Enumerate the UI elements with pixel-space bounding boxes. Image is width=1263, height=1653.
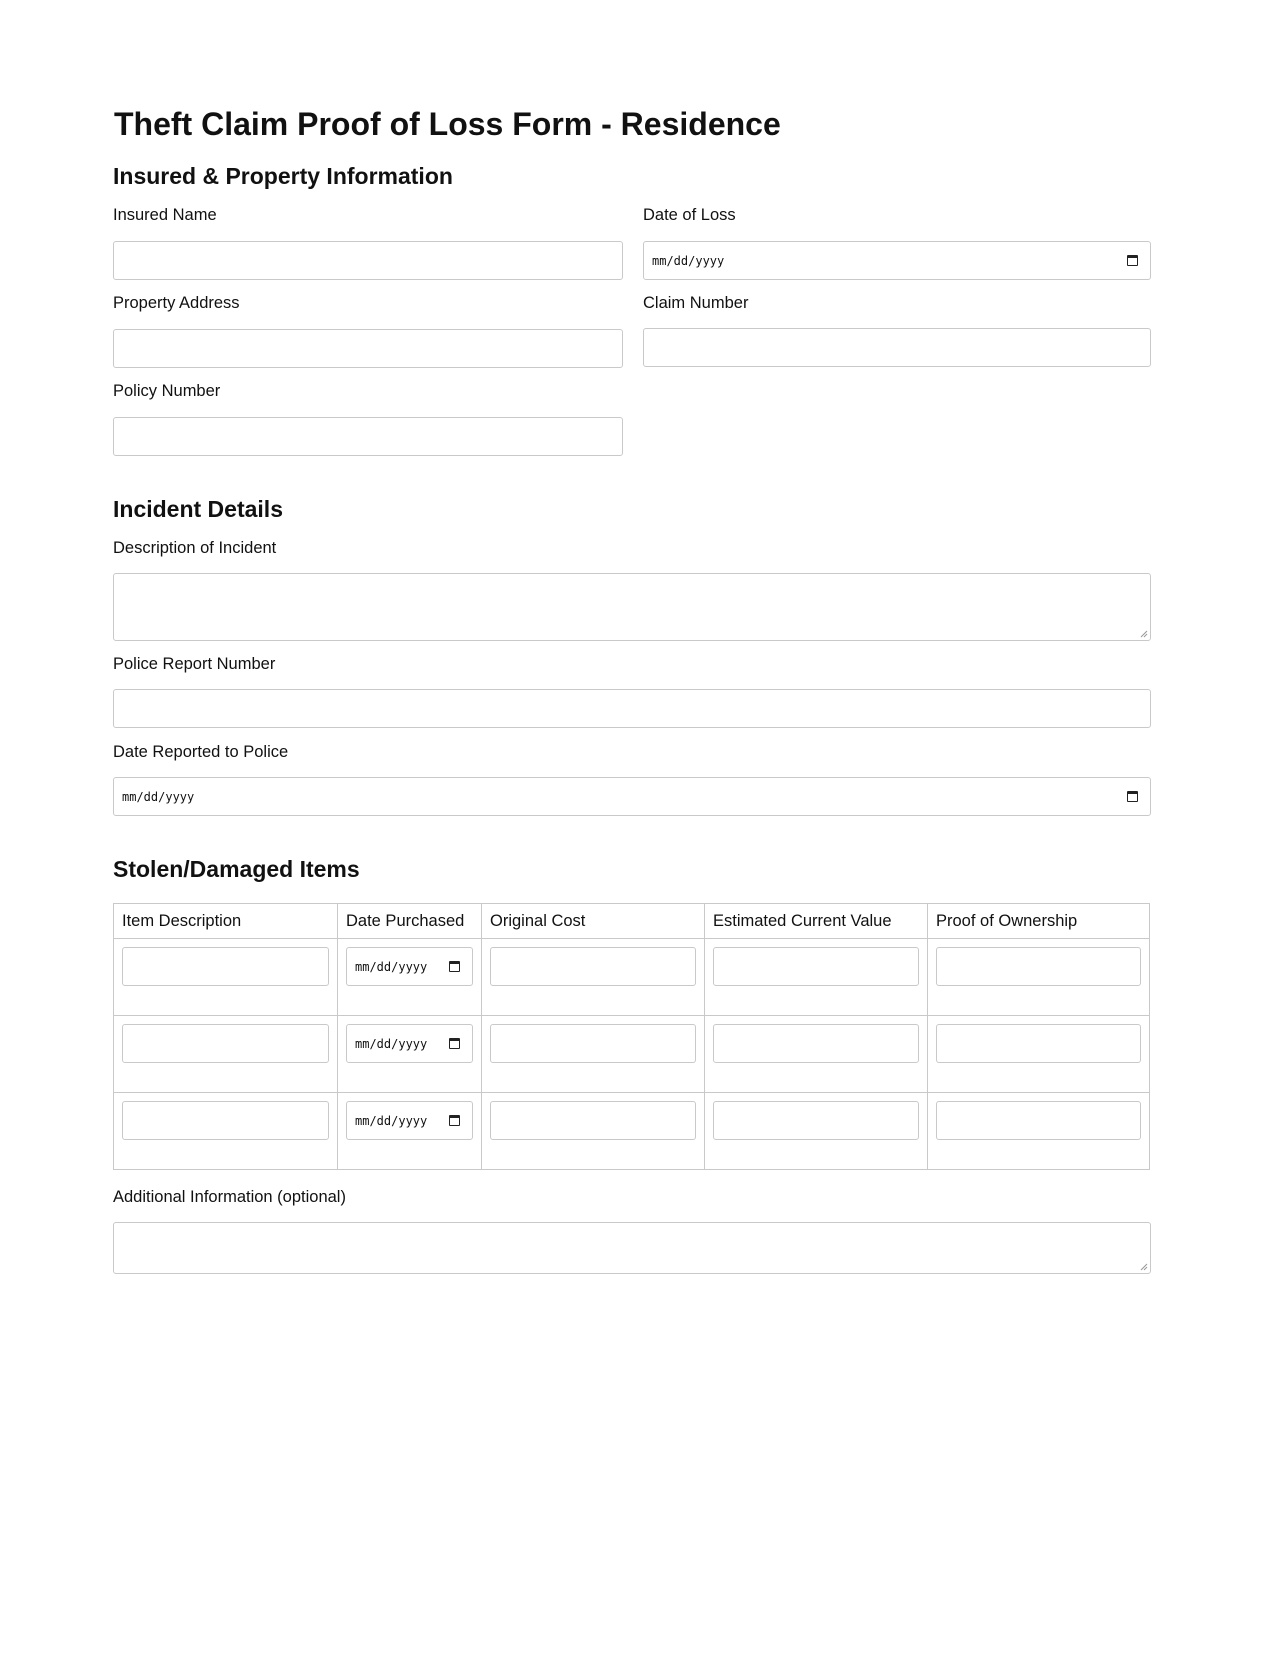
table-cell xyxy=(705,939,928,1016)
table-row xyxy=(114,939,1150,1016)
date-placeholder: mm/dd/yyyy xyxy=(355,959,428,974)
items-table-header xyxy=(114,904,1150,939)
calendar-icon[interactable] xyxy=(449,1115,460,1126)
description-label: Description of Incident xyxy=(113,539,277,557)
date-purchased-input[interactable] xyxy=(346,947,473,986)
section-heading-incident: Incident Details xyxy=(113,496,283,522)
property-address-label: Property Address xyxy=(113,294,240,312)
item-description-input[interactable] xyxy=(122,947,329,986)
table-cell xyxy=(928,1093,1150,1170)
date-reported-placeholder: mm/dd/yyyy xyxy=(122,789,195,804)
date-of-loss-input[interactable] xyxy=(643,241,1151,280)
table-cell xyxy=(928,939,1150,1016)
date-purchased-input[interactable] xyxy=(346,1101,473,1140)
column-header-item-description: Item Description xyxy=(114,904,338,939)
resize-grip-icon[interactable] xyxy=(1140,1263,1148,1271)
calendar-icon[interactable] xyxy=(449,1038,460,1049)
proof-of-ownership-input[interactable] xyxy=(936,1101,1141,1140)
date-purchased-input[interactable] xyxy=(346,1024,473,1063)
date-reported-input[interactable] xyxy=(113,777,1151,816)
additional-info-label: Additional Information (optional) xyxy=(113,1188,346,1206)
table-cell xyxy=(705,1016,928,1093)
page-title: Theft Claim Proof of Loss Form - Residence xyxy=(114,106,781,142)
table-cell xyxy=(928,1016,1150,1093)
item-description-input[interactable] xyxy=(122,1101,329,1140)
column-header-date-purchased: Date Purchased xyxy=(338,904,482,939)
table-cell xyxy=(705,1093,928,1170)
table-cell xyxy=(338,939,482,1016)
property-address-input[interactable] xyxy=(113,329,623,368)
table-cell xyxy=(114,1093,338,1170)
table-cell xyxy=(114,939,338,1016)
description-textarea[interactable] xyxy=(113,573,1151,641)
original-cost-input[interactable] xyxy=(490,947,696,986)
original-cost-input[interactable] xyxy=(490,1024,696,1063)
estimated-value-input[interactable] xyxy=(713,1101,919,1140)
police-report-label: Police Report Number xyxy=(113,655,276,673)
proof-of-ownership-input[interactable] xyxy=(936,947,1141,986)
table-cell xyxy=(338,1093,482,1170)
policy-number-input[interactable] xyxy=(113,417,623,456)
date-of-loss-label: Date of Loss xyxy=(643,206,736,224)
column-header-original-cost: Original Cost xyxy=(482,904,705,939)
section-heading-items: Stolen/Damaged Items xyxy=(113,856,360,882)
policy-number-label: Policy Number xyxy=(113,382,221,400)
date-of-loss-placeholder: mm/dd/yyyy xyxy=(652,253,725,268)
insured-name-label: Insured Name xyxy=(113,206,217,224)
table-cell xyxy=(482,1016,705,1093)
table-cell xyxy=(338,1016,482,1093)
date-placeholder: mm/dd/yyyy xyxy=(355,1113,428,1128)
claim-number-label: Claim Number xyxy=(643,294,749,312)
table-cell xyxy=(482,1093,705,1170)
police-report-input[interactable] xyxy=(113,689,1151,728)
insured-name-input[interactable] xyxy=(113,241,623,280)
claim-number-input[interactable] xyxy=(643,328,1151,367)
date-reported-label: Date Reported to Police xyxy=(113,743,289,761)
original-cost-input[interactable] xyxy=(490,1101,696,1140)
additional-info-textarea[interactable] xyxy=(113,1222,1151,1274)
table-cell xyxy=(482,939,705,1016)
date-placeholder: mm/dd/yyyy xyxy=(355,1036,428,1051)
column-header-proof-of-ownership: Proof of Ownership xyxy=(928,904,1150,939)
calendar-icon[interactable] xyxy=(1127,791,1138,802)
proof-of-ownership-input[interactable] xyxy=(936,1024,1141,1063)
item-description-input[interactable] xyxy=(122,1024,329,1063)
items-table xyxy=(113,903,1150,1170)
section-heading-insured: Insured & Property Information xyxy=(113,163,453,189)
estimated-value-input[interactable] xyxy=(713,947,919,986)
table-row xyxy=(114,1016,1150,1093)
calendar-icon[interactable] xyxy=(449,961,460,972)
calendar-icon[interactable] xyxy=(1127,255,1138,266)
column-header-estimated-current-value: Estimated Current Value xyxy=(705,904,928,939)
estimated-value-input[interactable] xyxy=(713,1024,919,1063)
resize-grip-icon[interactable] xyxy=(1140,630,1148,638)
table-row xyxy=(114,1093,1150,1170)
table-cell xyxy=(114,1016,338,1093)
